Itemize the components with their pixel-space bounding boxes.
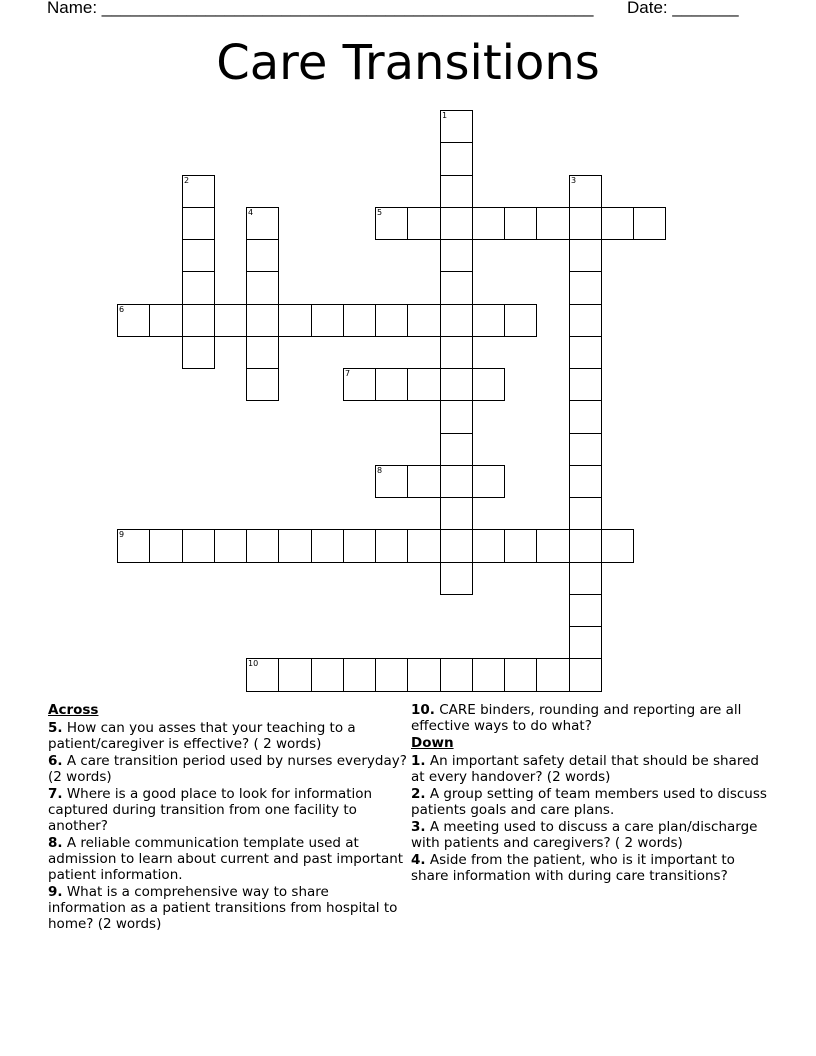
cell-number: 3 bbox=[571, 176, 577, 185]
crossword-cell[interactable] bbox=[407, 304, 441, 337]
crossword-cell[interactable] bbox=[569, 529, 602, 563]
clue-number: 6. bbox=[48, 753, 63, 769]
crossword-cell[interactable] bbox=[117, 304, 150, 337]
date-field-line: Date: _______ bbox=[627, 0, 739, 17]
page-title: Care Transitions bbox=[216, 35, 600, 91]
crossword-cell[interactable] bbox=[440, 433, 473, 466]
cell-number: 10 bbox=[248, 659, 259, 668]
crossword-cell[interactable] bbox=[407, 529, 441, 563]
across-clue-9 bbox=[48, 884, 410, 932]
clue-text: How can you asses that your teaching to a patient/caregiver is effective? ( 2 words) bbox=[48, 720, 356, 752]
across-clue-7 bbox=[48, 786, 410, 834]
name-field-line: Name: ____________________________________________________ bbox=[47, 0, 594, 17]
crossword-cell[interactable] bbox=[440, 271, 473, 305]
crossword-cell[interactable] bbox=[182, 336, 215, 369]
crossword-cell[interactable] bbox=[214, 529, 247, 563]
crossword-cell[interactable] bbox=[569, 497, 602, 530]
crossword-cell[interactable] bbox=[569, 658, 602, 692]
down-clue-4 bbox=[411, 852, 773, 884]
clue-number: 8. bbox=[48, 835, 63, 851]
cell-number: 5 bbox=[377, 208, 383, 217]
crossword-cell[interactable] bbox=[343, 368, 376, 401]
crossword-cell[interactable] bbox=[440, 110, 473, 143]
clue-number: 3. bbox=[411, 819, 426, 835]
crossword-cell[interactable] bbox=[569, 465, 602, 498]
crossword-cell[interactable] bbox=[601, 207, 634, 240]
crossword-cell[interactable] bbox=[117, 529, 150, 563]
crossword-cell[interactable] bbox=[440, 175, 473, 208]
crossword-cell[interactable] bbox=[375, 368, 408, 401]
clues-column-left bbox=[48, 702, 410, 933]
clue-number: 10. bbox=[411, 702, 435, 718]
crossword-cell[interactable] bbox=[440, 142, 473, 176]
crossword-cell[interactable] bbox=[214, 304, 247, 337]
crossword-cell[interactable] bbox=[246, 207, 279, 240]
crossword-cell[interactable] bbox=[246, 368, 279, 401]
crossword-cell[interactable] bbox=[472, 304, 505, 337]
across-clue-5 bbox=[48, 720, 410, 752]
crossword-cell[interactable] bbox=[440, 368, 473, 401]
clue-text: A meeting used to discuss a care plan/discharge with patients and caregivers? ( 2 words) bbox=[411, 819, 758, 851]
crossword-cell[interactable] bbox=[375, 658, 408, 692]
crossword-cell[interactable] bbox=[472, 368, 505, 401]
crossword-cell[interactable] bbox=[407, 207, 441, 240]
cell-number: 2 bbox=[184, 176, 190, 185]
across-heading: Across bbox=[48, 702, 99, 718]
crossword-cell[interactable] bbox=[440, 304, 473, 337]
crossword-cell[interactable] bbox=[440, 239, 473, 272]
crossword-cell[interactable] bbox=[149, 529, 183, 563]
crossword-cell[interactable] bbox=[569, 433, 602, 466]
cell-number: 6 bbox=[119, 305, 125, 314]
crossword-cell[interactable] bbox=[182, 304, 215, 337]
crossword-cell[interactable] bbox=[601, 529, 634, 563]
crossword-cell[interactable] bbox=[633, 207, 666, 240]
crossword-cell[interactable] bbox=[246, 529, 279, 563]
cell-number: 4 bbox=[248, 208, 254, 217]
crossword-cell[interactable] bbox=[278, 658, 312, 692]
clue-number: 4. bbox=[411, 852, 426, 868]
crossword-cell[interactable] bbox=[440, 658, 473, 692]
crossword-cell[interactable] bbox=[472, 658, 505, 692]
crossword-cell[interactable] bbox=[440, 497, 473, 530]
crossword-cell[interactable] bbox=[504, 207, 537, 240]
clues-column-right bbox=[411, 702, 773, 885]
cell-number: 8 bbox=[377, 466, 383, 475]
crossword-cell[interactable] bbox=[472, 529, 505, 563]
crossword-cell[interactable] bbox=[569, 304, 602, 337]
crossword-cell[interactable] bbox=[536, 658, 570, 692]
clue-text: Where is a good place to look for information captured during transition from one facility to another? bbox=[48, 786, 373, 834]
down-heading: Down bbox=[411, 735, 454, 751]
cell-number: 1 bbox=[442, 111, 448, 120]
crossword-cell[interactable] bbox=[440, 336, 473, 369]
crossword-cell[interactable] bbox=[569, 400, 602, 434]
across-clue-10 bbox=[411, 702, 773, 734]
across-clue-6 bbox=[48, 753, 410, 785]
clue-text: CARE binders, rounding and reporting are all effective ways to do what? bbox=[411, 702, 742, 734]
clue-text: What is a comprehensive way to share information as a patient transitions from hospital to home? (2 words) bbox=[48, 884, 398, 932]
crossword-cell[interactable] bbox=[407, 658, 441, 692]
crossword-cell[interactable] bbox=[182, 239, 215, 272]
crossword-cell[interactable] bbox=[375, 529, 408, 563]
crossword-cell[interactable] bbox=[246, 336, 279, 369]
clue-number: 1. bbox=[411, 753, 426, 769]
crossword-cell[interactable] bbox=[182, 271, 215, 305]
crossword-cell[interactable] bbox=[504, 658, 537, 692]
crossword-cell[interactable] bbox=[182, 175, 215, 208]
crossword-cell[interactable] bbox=[246, 271, 279, 305]
crossword-cell[interactable] bbox=[343, 529, 376, 563]
clue-text: Aside from the patient, who is it important to share information with during care transitions? bbox=[411, 852, 735, 884]
crossword-cell[interactable] bbox=[375, 304, 408, 337]
crossword-cell[interactable] bbox=[569, 594, 602, 627]
crossword-cell[interactable] bbox=[569, 626, 602, 659]
crossword-cell[interactable] bbox=[375, 465, 408, 498]
crossword-cell[interactable] bbox=[440, 207, 473, 240]
clue-text: A care transition period used by nurses everyday? (2 words) bbox=[48, 753, 407, 785]
clue-number: 2. bbox=[411, 786, 426, 802]
clue-number: 7. bbox=[48, 786, 63, 802]
crossword-cell[interactable] bbox=[182, 529, 215, 563]
cell-number: 7 bbox=[345, 369, 351, 378]
crossword-cell[interactable] bbox=[246, 304, 279, 337]
across-clue-8 bbox=[48, 835, 410, 883]
crossword-cell[interactable] bbox=[569, 368, 602, 401]
crossword-cell[interactable] bbox=[504, 529, 537, 563]
crossword-cell[interactable] bbox=[149, 304, 183, 337]
crossword-cell[interactable] bbox=[536, 207, 570, 240]
crossword-cell[interactable] bbox=[375, 207, 408, 240]
crossword-cell[interactable] bbox=[569, 207, 602, 240]
down-clue-1 bbox=[411, 753, 773, 785]
crossword-cell[interactable] bbox=[343, 304, 376, 337]
crossword-cell[interactable] bbox=[440, 562, 473, 595]
crossword-cell[interactable] bbox=[440, 400, 473, 434]
down-clue-3 bbox=[411, 819, 773, 851]
down-clue-2 bbox=[411, 786, 773, 818]
clue-number: 5. bbox=[48, 720, 63, 736]
clue-text: A group setting of team members used to discuss patients goals and care plans. bbox=[411, 786, 767, 818]
crossword-cell[interactable] bbox=[311, 304, 344, 337]
cell-number: 9 bbox=[119, 530, 125, 539]
crossword-cell[interactable] bbox=[407, 368, 441, 401]
crossword-cell[interactable] bbox=[278, 529, 312, 563]
crossword-cell[interactable] bbox=[504, 304, 537, 337]
crossword-cell[interactable] bbox=[440, 529, 473, 563]
crossword-cell[interactable] bbox=[569, 271, 602, 305]
crossword-cell[interactable] bbox=[246, 658, 279, 692]
crossword-cell[interactable] bbox=[440, 465, 473, 498]
crossword-cell[interactable] bbox=[407, 465, 441, 498]
crossword-cell[interactable] bbox=[569, 175, 602, 208]
crossword-cell[interactable] bbox=[472, 465, 505, 498]
crossword-cell[interactable] bbox=[472, 207, 505, 240]
clue-number: 9. bbox=[48, 884, 63, 900]
crossword-cell[interactable] bbox=[311, 529, 344, 563]
crossword-cell[interactable] bbox=[569, 239, 602, 272]
crossword-cell[interactable] bbox=[311, 658, 344, 692]
crossword-cell[interactable] bbox=[343, 658, 376, 692]
crossword-cell[interactable] bbox=[569, 562, 602, 595]
clue-text: An important safety detail that should be shared at every handover? (2 words) bbox=[411, 753, 759, 785]
crossword-cell[interactable] bbox=[246, 239, 279, 272]
crossword-cell[interactable] bbox=[182, 207, 215, 240]
crossword-cell[interactable] bbox=[536, 529, 570, 563]
crossword-cell[interactable] bbox=[278, 304, 312, 337]
clue-text: A reliable communication template used at admission to learn about current and past important patient information. bbox=[48, 835, 404, 883]
crossword-cell[interactable] bbox=[569, 336, 602, 369]
